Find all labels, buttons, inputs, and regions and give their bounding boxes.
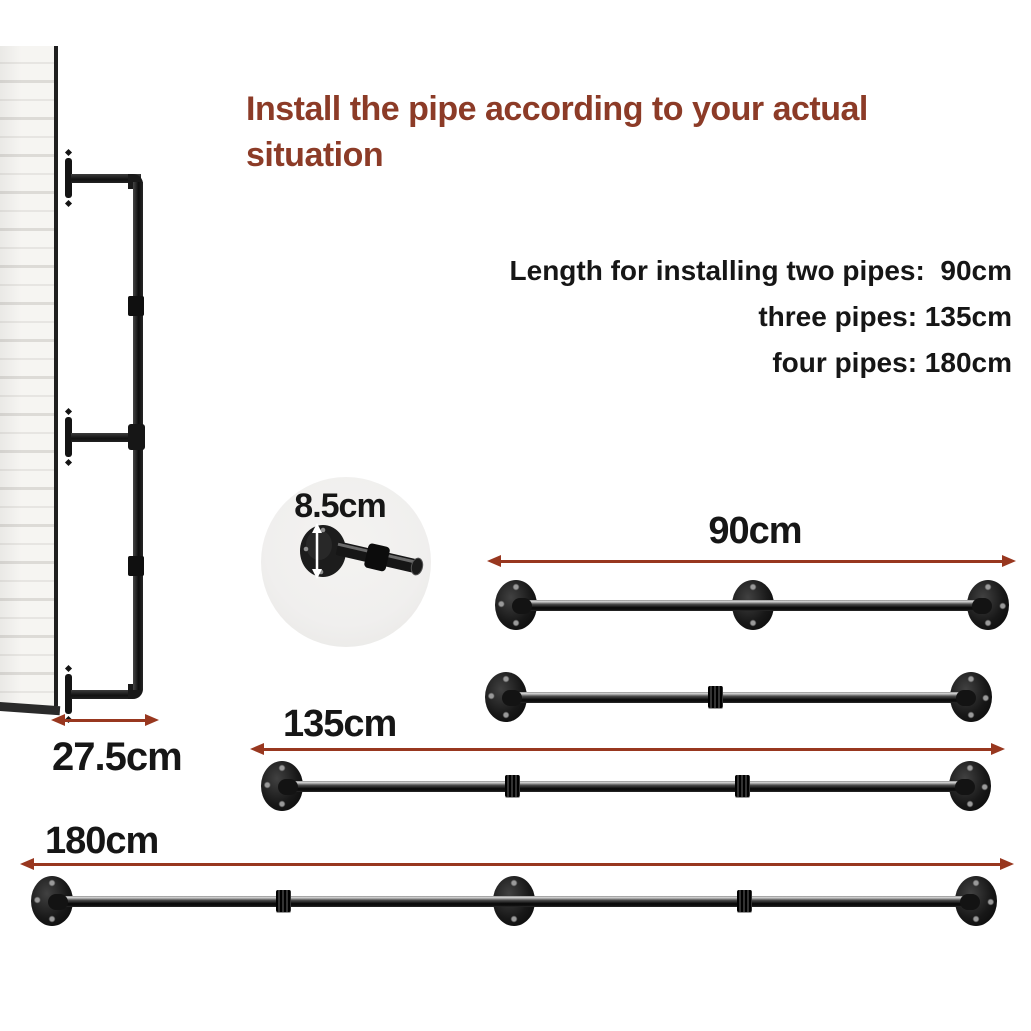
pipe-bar — [282, 781, 971, 792]
two-pipe-measure-arrow-icon — [500, 560, 1003, 563]
pipe-bar — [516, 600, 988, 611]
wall-offset-arrow-icon — [64, 719, 146, 722]
page-title — [246, 86, 868, 178]
rack-arm-middle — [71, 433, 135, 442]
rack-coupling-upper — [128, 296, 144, 316]
pipe-coupling — [364, 543, 391, 572]
screw-dot — [321, 528, 326, 533]
pipe-coupling — [737, 890, 752, 912]
pipe-bar — [506, 692, 972, 703]
three-pipe-measure-arrow-icon — [263, 748, 992, 751]
rack-coupling-lower — [128, 556, 144, 576]
bracket-depth-label: 8.5cm — [294, 487, 386, 525]
length-info — [510, 248, 1012, 386]
two-pipe-length-label: 90cm — [708, 510, 802, 552]
bracket-pipe — [334, 536, 425, 580]
four-pipe-length-label: 180cm — [45, 820, 159, 862]
rack-tee-fitting — [128, 424, 145, 450]
bracket-depth-inset — [261, 477, 431, 647]
title-line-2: situation — [246, 136, 384, 174]
screw-dot — [304, 547, 309, 552]
three-pipe-length-label: 135cm — [283, 703, 397, 745]
brick-wall — [0, 46, 58, 706]
pipe-coupling — [708, 686, 723, 708]
four-pipe-measure-arrow-icon — [33, 863, 1001, 866]
pipe-coupling — [735, 775, 750, 797]
pipe-coupling — [276, 890, 291, 912]
title-line-1: Install the pipe according to your actual — [246, 90, 868, 128]
length-info-line-2: three pipes: 135cm — [758, 301, 1012, 332]
pipe-coupling — [505, 775, 520, 797]
length-info-line-1: Length for installing two pipes: 90cm — [509, 255, 1012, 286]
rack-arm-bottom — [71, 690, 133, 699]
pipe-bar — [52, 896, 976, 907]
wall-offset-label: 27.5cm — [52, 735, 182, 779]
length-info-line-3: four pipes: 180cm — [772, 347, 1012, 378]
